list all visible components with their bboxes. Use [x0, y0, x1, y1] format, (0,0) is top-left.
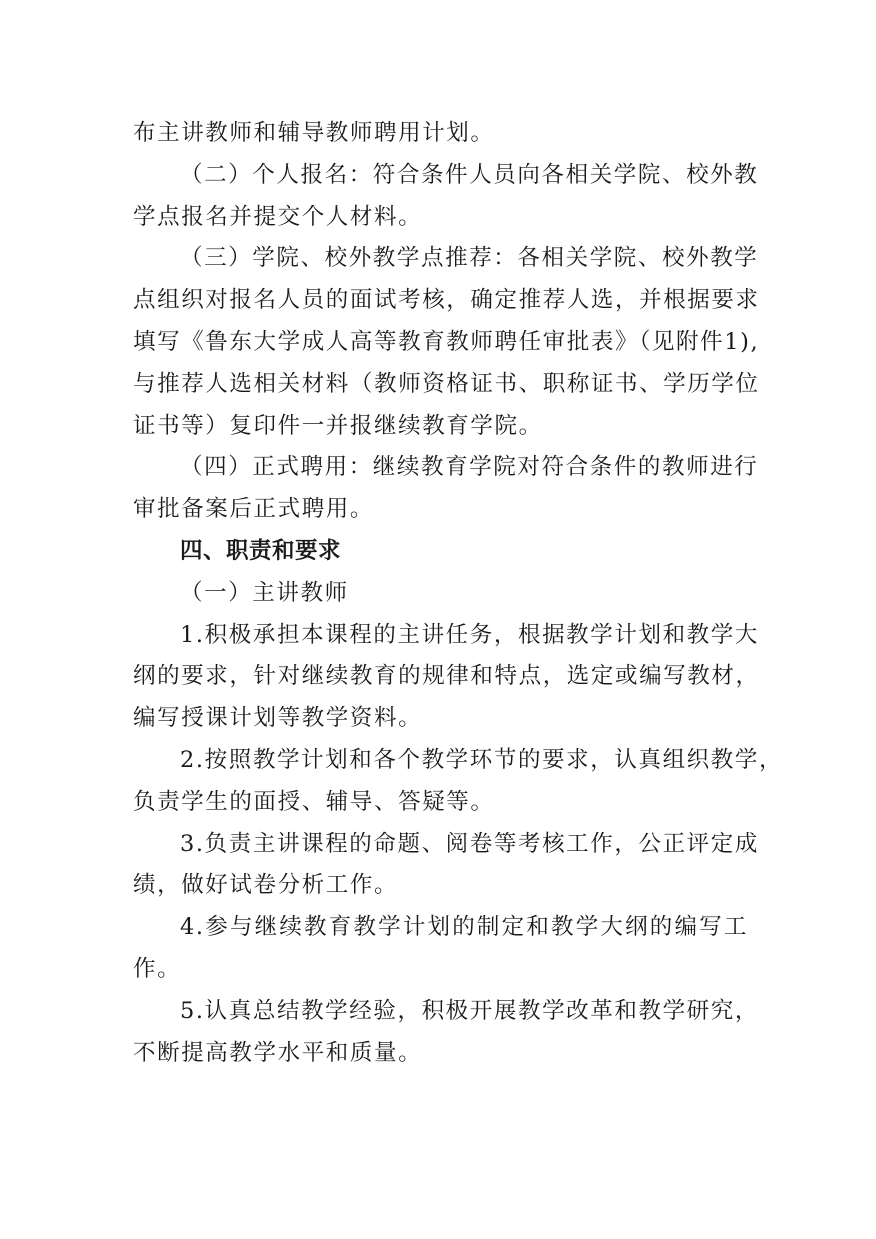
text-line: 作。 [133, 955, 182, 982]
text-line: 点组织对报名人员的面试考核，确定推荐人选，并根据要求 [133, 287, 760, 314]
text-line: 不断提高教学水平和质量。 [133, 1039, 423, 1066]
paragraph-start: （四）正式聘用：继续教育学院对符合条件的教师进行 [180, 454, 759, 481]
subsection-heading: （一）主讲教师 [180, 579, 349, 606]
paragraph-start: 5.认真总结教学经验，积极开展教学改革和教学研究， [180, 997, 759, 1024]
text-line: 与推荐人选相关材料（教师资格证书、职称证书、学历学位 [133, 370, 760, 397]
text-line: 编写授课计划等教学资料。 [133, 705, 423, 732]
text-line: 填写《鲁东大学成人高等教育教师聘任审批表》（见附件1), [133, 328, 760, 355]
section-heading: 四、职责和要求 [180, 537, 342, 564]
text-line: 负责学生的面授、辅导、答疑等。 [133, 788, 495, 815]
paragraph-start: 2.按照教学计划和各个教学环节的要求，认真组织教学， [180, 746, 784, 773]
paragraph-start: 4.参与继续教育教学计划的制定和教学大纲的编写工 [180, 914, 748, 941]
text-line: 绩，做好试卷分析工作。 [133, 872, 399, 899]
paragraph-start: （二）个人报名：符合条件人员向各相关学院、校外教 [180, 161, 759, 188]
paragraph-start: 1.积极承担本课程的主讲任务，根据教学计划和教学大 [180, 621, 759, 648]
text-line: 纲的要求，针对继续教育的规律和特点，选定或编写教材， [133, 663, 760, 690]
paragraph-start: 3.负责主讲课程的命题、阅卷等考核工作，公正评定成 [180, 830, 759, 857]
text-line: 布主讲教师和辅导教师聘用计划。 [133, 120, 495, 146]
text-line: 审批备案后正式聘用。 [133, 496, 375, 523]
paragraph-start: （三）学院、校外教学点推荐：各相关学院、校外教学 [180, 245, 759, 272]
text-line: 证书等）复印件一并报继续教育学院。 [133, 412, 543, 439]
text-line: 学点报名并提交个人材料。 [133, 203, 423, 230]
